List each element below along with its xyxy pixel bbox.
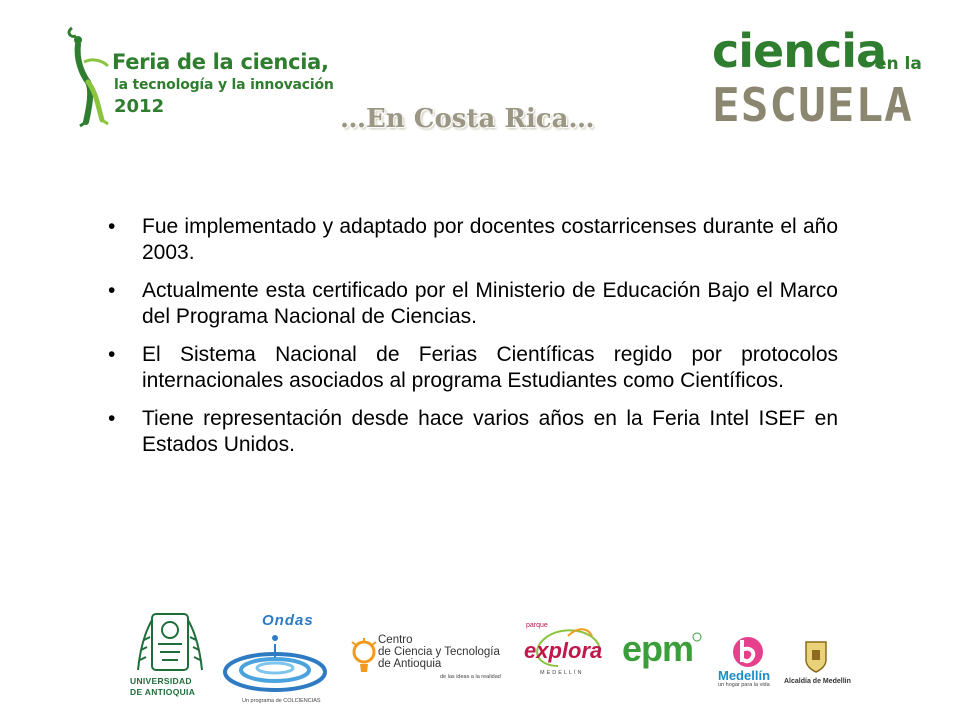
alcaldia-shield-icon [804,640,828,674]
bullet-dot: • [108,407,116,430]
feria-logo-line2: la tecnología y la innovación [114,77,334,93]
bullet-dot: • [108,279,116,302]
ciencia-logo-word: ciencia [712,24,887,78]
medellin-word: Medellín [718,668,771,683]
alcaldia-word: Alcaldía de Medellín [784,678,851,685]
ciencia-logo-escuela: ESCUELA [712,78,913,132]
explora-word: explora [524,638,603,663]
bullet-text: Tiene representación desde hace varios años en la Feria Intel ISEF en Estados Unidos. [142,407,838,456]
ondas-logo [220,612,330,704]
footer-logos [0,600,960,710]
ciencia-logo-enla: en la [875,54,922,74]
ciencia-en-la-escuela-logo [712,24,932,132]
ondas-word-text: Ondas [262,612,314,629]
cct-tagline: de las ideas a la realidad [440,674,501,680]
udea-logo [130,610,210,702]
bullet-dot: • [108,215,116,238]
medellin-tagline: un hogar para la vida [718,682,770,688]
bullet-text: El Sistema Nacional de Ferias Científicas regido por protocolos internacionales asociados al programa Estudiantes como Científicos. [142,343,838,392]
udea-seal-icon [130,610,210,676]
ripple-icon [220,630,330,700]
feria-logo-line1: Feria de la ciencia, [112,50,329,74]
cct-line1: Centro [378,634,413,646]
explora-top: parque [526,622,548,629]
cct-line2: de Ciencia y Tecnología [378,646,500,658]
registered-icon [692,632,702,642]
lightbulb-icon [350,638,380,678]
alcaldia-logo [784,640,852,690]
epm-word: epm [622,628,694,669]
ondas-caption: Un programa de COLCIENCIAS [242,698,321,704]
bullet-text: Fue implementado y adaptado por docentes costarricenses durante el año 2003. [142,215,838,264]
bullet-item [108,214,838,266]
bullet-item [108,278,838,330]
feria-ciencia-logo [62,26,334,130]
bullet-dot: • [108,343,116,366]
medellin-b-icon [728,634,768,668]
bullet-item [108,342,838,394]
cct-antioquia-logo [350,634,510,684]
ondas-word [262,612,314,629]
slide-title: …En Costa Rica… [340,104,595,134]
parque-explora-logo [518,622,608,682]
feria-logo-year: 2012 [114,96,165,117]
bullet-text: Actualmente esta certificado por el Ministerio de Educación Bajo el Marco del Programa Nacional de Ciencias. [142,279,838,328]
udea-line1: UNIVERSIDAD [130,676,192,686]
udea-line2: DE ANTIOQUIA [130,687,196,697]
cct-line3: de Antioquia [378,658,442,670]
bullet-list [108,214,838,470]
epm-logo [622,628,702,678]
explora-bottom: MEDELLÍN [540,670,584,676]
medellin-logo [714,634,784,694]
bullet-item [108,406,838,458]
feria-figure-icon [62,26,122,130]
